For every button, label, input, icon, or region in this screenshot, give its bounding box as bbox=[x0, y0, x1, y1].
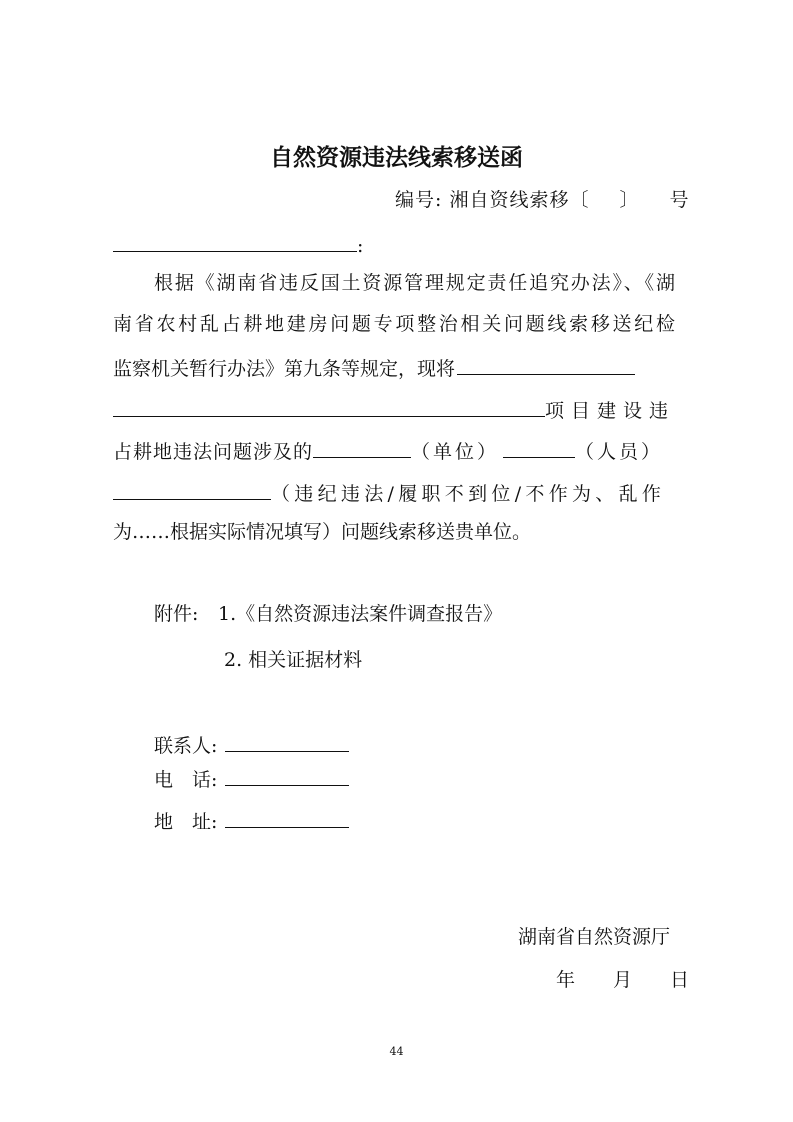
document-number bbox=[395, 188, 690, 212]
address-label: 地 址: bbox=[154, 811, 218, 833]
attachments-label: 附件: bbox=[154, 603, 199, 625]
address-row bbox=[154, 807, 716, 834]
issue-blank[interactable] bbox=[113, 479, 271, 500]
contact-person-row bbox=[154, 731, 716, 758]
unit-label: （单位） bbox=[411, 441, 500, 463]
attachment-item: 2. 相关证据材料 bbox=[224, 649, 363, 671]
unit-blank[interactable] bbox=[313, 437, 411, 458]
attachment-item: 1.《自然资源违法案件调查报告》 bbox=[218, 603, 503, 625]
doc-number-suffix: 号 bbox=[669, 189, 690, 211]
issuing-org: 湖南省自然资源厅 bbox=[518, 926, 671, 948]
body-line-3 bbox=[113, 354, 675, 381]
body-text: 占耕地违法问题涉及的 bbox=[113, 441, 314, 463]
body-text: 监察机关暂行办法》第九条等规定，现将 bbox=[113, 358, 456, 380]
person-blank[interactable] bbox=[503, 437, 575, 458]
recipient-blank[interactable] bbox=[113, 231, 357, 252]
project-blank-1[interactable] bbox=[457, 354, 635, 375]
person-label: （人员） bbox=[575, 441, 664, 463]
contact-person-blank[interactable] bbox=[225, 731, 349, 752]
body-line-2: 南省农村乱占耕地建房问题专项整治相关问题线索移送纪检 bbox=[113, 313, 675, 335]
doc-number-bracket: 〕 bbox=[619, 189, 640, 211]
body-line-5 bbox=[113, 437, 675, 464]
page-number: 44 bbox=[389, 1045, 404, 1058]
colon: : bbox=[357, 235, 364, 257]
address-blank[interactable] bbox=[225, 807, 349, 828]
doc-number-label: 编号: 湘自资线索移〔 bbox=[395, 189, 590, 211]
body-line-4 bbox=[113, 396, 675, 423]
body-line-1: 根据《湖南省违反国土资源管理规定责任追究办法》、《湖 bbox=[154, 272, 675, 294]
document-title: 自然资源违法线索移送函 bbox=[270, 144, 523, 171]
recipient-line bbox=[113, 231, 675, 258]
phone-row bbox=[154, 765, 716, 792]
phone-label: 电 话: bbox=[154, 769, 218, 791]
body-text: 项目建设违 bbox=[545, 400, 676, 422]
project-blank-2[interactable] bbox=[113, 396, 545, 417]
body-text: （违纪违法/履职不到位/不作为、乱作 bbox=[271, 483, 666, 505]
date-line: 年 月 日 bbox=[556, 969, 690, 991]
body-line-6 bbox=[113, 479, 675, 506]
body-line-7: 为……根据实际情况填写）问题线索移送贵单位。 bbox=[113, 521, 532, 543]
phone-blank[interactable] bbox=[225, 765, 349, 786]
contact-label: 联系人: bbox=[154, 735, 218, 757]
